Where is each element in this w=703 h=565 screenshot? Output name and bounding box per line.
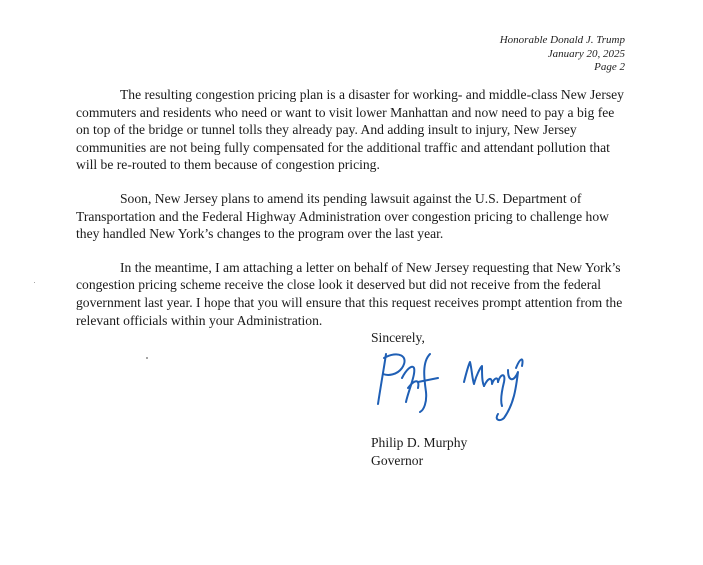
header-date: January 20, 2025 bbox=[547, 47, 625, 60]
signer-block bbox=[371, 434, 467, 470]
header-recipient: Honorable Donald J. Trump bbox=[499, 34, 625, 46]
body-paragraph-3: In the meantime, I am attaching a letter on behalf of New Jersey requesting that New York’s congestion pricing scheme receive the close look it deserved but did not receive from the federal government last year. I hope that you will ensure that this request receives prompt attention from the relevant officials within your Administration. bbox=[76, 259, 623, 328]
letter-header bbox=[500, 34, 625, 75]
closing-salutation: Sincerely, bbox=[371, 330, 425, 345]
handwritten-signature bbox=[372, 348, 532, 426]
letter-body bbox=[76, 86, 628, 345]
signer-name: Philip D. Murphy bbox=[371, 435, 468, 450]
scan-speck bbox=[34, 282, 35, 283]
scan-speck bbox=[146, 357, 148, 359]
body-paragraph-1: The resulting congestion pricing plan is a disaster for working- and middle-class New Jersey commuters and residents who need or want to visit lower Manhattan and now need to pay a big fee on top of the bridge or tunnel tolls they already pay. And adding insult to injury, New Jersey communities are not being fully compensated for the additional traffic and attendant pollution that will be re-routed to them because of congestion pricing. bbox=[76, 87, 624, 173]
signer-title: Governor bbox=[371, 453, 424, 468]
body-paragraph-2: Soon, New Jersey plans to amend its pending lawsuit against the U.S. Department of Transportation and the Federal Highway Administration over congestion pricing to challenge how they handled New York’s changes to the program over the last year. bbox=[76, 190, 609, 242]
header-page-number: Page 2 bbox=[594, 61, 625, 73]
